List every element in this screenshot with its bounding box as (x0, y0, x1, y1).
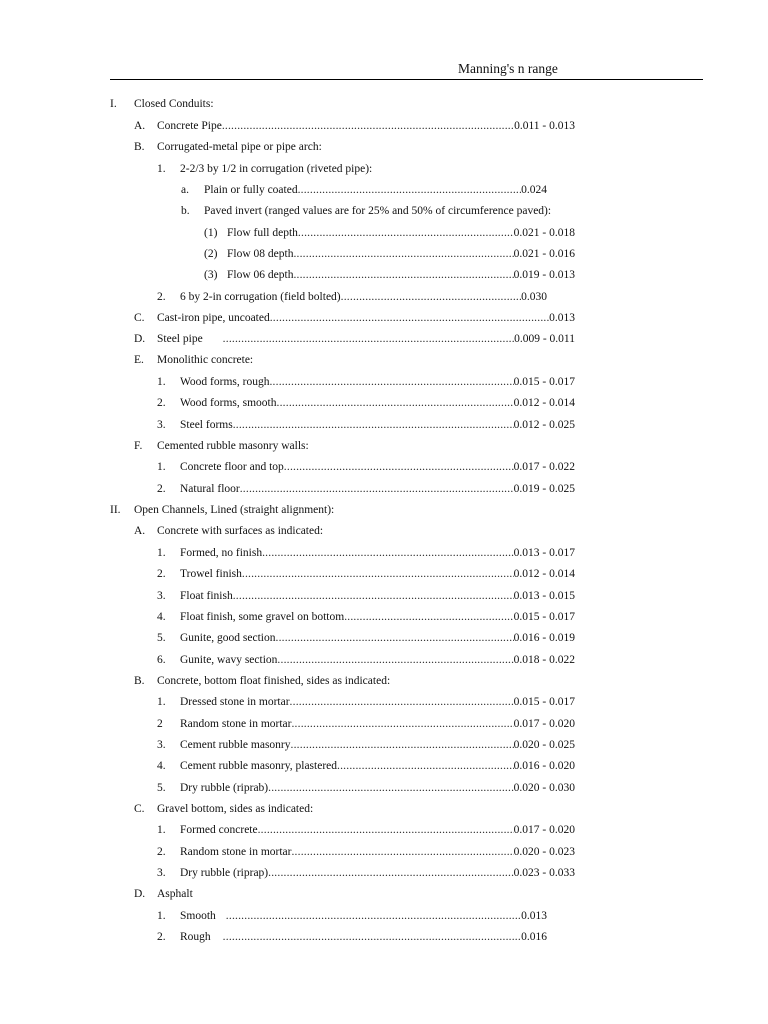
dot-leader (240, 481, 514, 497)
outline-item-label: Cement rubble masonry (180, 739, 291, 751)
outline-marker: 3. (157, 590, 166, 602)
outline-item-label: Natural floor (180, 483, 240, 495)
outline-item-label: Closed Conduits: (134, 98, 214, 110)
manning-n-value: 0.016 - 0.019 (513, 632, 575, 644)
manning-n-value: 0.015 - 0.017 (513, 376, 575, 388)
outline-item-label: Gravel bottom, sides as indicated: (157, 803, 314, 815)
outline-marker: 1. (157, 696, 166, 708)
outline-item-label: Open Channels, Lined (straight alignment): (134, 504, 335, 516)
outline-item-label: Cemented rubble masonry walls: (157, 440, 309, 452)
dot-leader (341, 289, 521, 305)
outline-row (157, 566, 575, 582)
outline-item-label: Concrete Pipe (157, 120, 222, 132)
outline-marker: (3) (204, 269, 218, 281)
dot-leader (269, 374, 513, 390)
manning-n-value: 0.012 - 0.014 (513, 568, 575, 580)
outline-marker: 5. (157, 632, 166, 644)
manning-n-value: 0.012 - 0.014 (513, 397, 575, 409)
outline-row (157, 822, 575, 838)
dot-leader (293, 246, 513, 262)
manning-n-value: 0.009 - 0.011 (514, 333, 575, 345)
outline-item-label: Gunite, good section (180, 632, 276, 644)
outline-marker: II. (110, 504, 121, 516)
manning-n-value: 0.013 (521, 910, 547, 922)
dot-leader (298, 225, 514, 241)
manning-n-value: 0.017 - 0.020 (513, 824, 575, 836)
outline-item-label: Concrete, bottom float finished, sides as indicated: (157, 675, 391, 687)
outline-row (110, 96, 760, 112)
outline-row (134, 886, 760, 902)
outline-row (134, 352, 760, 368)
outline-item-label: Gunite, wavy section (180, 654, 278, 666)
dot-leader (291, 737, 514, 753)
outline-marker: 1. (157, 547, 166, 559)
outline-row (110, 502, 760, 518)
outline-item-label: 6 by 2-in corrugation (field bolted) (180, 291, 341, 303)
outline-row (157, 459, 575, 475)
outline-marker: I. (110, 98, 117, 110)
manning-n-value: 0.018 - 0.022 (513, 654, 575, 666)
outline-marker: (2) (204, 248, 218, 260)
outline-item-label: Flow full depth (227, 227, 298, 239)
outline-row (204, 246, 575, 262)
outline-item-label: Concrete floor and top (180, 461, 284, 473)
outline-row (134, 331, 575, 347)
outline-marker: 2. (157, 568, 166, 580)
manning-n-value: 0.017 - 0.022 (513, 461, 575, 473)
outline-row (157, 694, 575, 710)
outline-item-label: Random stone in mortar (180, 846, 292, 858)
manning-n-value: 0.013 (549, 312, 575, 324)
manning-n-value: 0.013 - 0.015 (513, 590, 575, 602)
outline-marker: C. (134, 803, 145, 815)
outline-item-label: Flow 08 depth (227, 248, 294, 260)
manning-n-value: 0.020 - 0.025 (513, 739, 575, 751)
dot-leader (222, 118, 514, 134)
dot-leader (344, 609, 513, 625)
outline-marker: 4. (157, 611, 166, 623)
outline-marker: A. (134, 120, 146, 132)
dot-leader (277, 652, 513, 668)
manning-n-value: 0.013 - 0.017 (513, 547, 575, 559)
outline-row (134, 673, 760, 689)
outline-row (157, 908, 547, 924)
outline-marker: 3. (157, 419, 166, 431)
manning-n-value: 0.030 (521, 291, 547, 303)
outline-marker: D. (134, 888, 146, 900)
outline-row (181, 182, 547, 198)
outline-marker: 1. (157, 376, 166, 388)
outline-marker: 2. (157, 397, 166, 409)
outline-row (134, 139, 760, 155)
manning-n-value: 0.011 - 0.013 (514, 120, 575, 132)
outline-item-label: Wood forms, smooth (180, 397, 277, 409)
dot-leader (290, 694, 514, 710)
manning-n-value: 0.024 (521, 184, 547, 196)
manning-n-value: 0.021 - 0.016 (513, 248, 575, 260)
outline-row (157, 481, 575, 497)
outline-item-label: Formed, no finish (180, 547, 263, 559)
outline-marker: b. (181, 205, 190, 217)
outline-item-label: Rough (180, 931, 211, 943)
outline-row (157, 737, 575, 753)
outline-item-label: Steel pipe (157, 333, 203, 345)
outline-item-label: Trowel finish (180, 568, 242, 580)
outline-row (204, 225, 575, 241)
outline-row (157, 609, 575, 625)
manning-n-value: 0.016 - 0.020 (513, 760, 575, 772)
dot-leader (268, 865, 514, 881)
page-header-title: Manning's n range (458, 61, 558, 76)
outline-row (157, 289, 547, 305)
outline-row (157, 758, 575, 774)
outline-marker: B. (134, 675, 145, 687)
outline-row (157, 395, 575, 411)
outline-item-label: Steel forms (180, 419, 233, 431)
dot-leader (276, 630, 514, 646)
dot-leader (277, 395, 514, 411)
manning-n-value: 0.021 - 0.018 (513, 227, 575, 239)
outline-row (181, 203, 760, 219)
outline-item-label: Cast-iron pipe, uncoated (157, 312, 270, 324)
outline-row (157, 588, 575, 604)
dot-leader (284, 459, 514, 475)
manning-n-value: 0.020 - 0.030 (513, 782, 575, 794)
outline-item-label: Cement rubble masonry, plastered (180, 760, 338, 772)
outline-row (157, 865, 575, 881)
manning-n-value: 0.019 - 0.013 (513, 269, 575, 281)
outline-item-label: Paved invert (ranged values are for 25% and 50% of circumference paved): (204, 205, 552, 217)
outline-row (157, 374, 575, 390)
outline-marker: F. (134, 440, 143, 452)
outline-row (157, 417, 575, 433)
dot-leader (233, 417, 514, 433)
outline-marker: 2. (157, 291, 166, 303)
outline-row (157, 716, 575, 732)
outline-item-label: Formed concrete (180, 824, 258, 836)
outline-marker: 6. (157, 654, 166, 666)
dot-leader (258, 822, 514, 838)
outline-item-label: Asphalt (157, 888, 193, 900)
outline-marker: 1. (157, 163, 166, 175)
outline-row (157, 929, 547, 945)
outline-marker: 2 (157, 718, 163, 730)
outline-marker: 1. (157, 461, 166, 473)
dot-leader (226, 908, 521, 924)
manning-n-value: 0.015 - 0.017 (513, 696, 575, 708)
outline-row (134, 438, 760, 454)
dot-leader (233, 588, 514, 604)
outline-marker: B. (134, 141, 145, 153)
outline-item-label: 2-2/3 by 1/2 in corrugation (riveted pipe): (180, 163, 373, 175)
manning-n-value: 0.016 (521, 931, 547, 943)
dot-leader (291, 716, 513, 732)
outline-row (134, 523, 760, 539)
outline-marker: 2. (157, 931, 166, 943)
dot-leader (223, 929, 521, 945)
manning-n-value: 0.023 - 0.033 (513, 867, 575, 879)
outline-marker: 3. (157, 867, 166, 879)
outline-item-label: Random stone in mortar (180, 718, 292, 730)
outline-item-label: Float finish, some gravel on bottom (180, 611, 345, 623)
outline-marker: D. (134, 333, 146, 345)
dot-leader (291, 844, 513, 860)
outline-row (157, 844, 575, 860)
outline-marker: (1) (204, 227, 218, 239)
outline-row (134, 801, 760, 817)
manning-n-value: 0.015 - 0.017 (513, 611, 575, 623)
dot-leader (262, 545, 514, 561)
outline-row (157, 161, 760, 177)
dot-leader (293, 267, 513, 283)
manning-n-value: 0.019 - 0.025 (513, 483, 575, 495)
outline-item-label: Dressed stone in mortar (180, 696, 290, 708)
outline-row (157, 630, 575, 646)
manning-n-value: 0.020 - 0.023 (513, 846, 575, 858)
dot-leader (223, 331, 514, 347)
outline-row (134, 118, 575, 134)
outline-marker: 5. (157, 782, 166, 794)
outline-item-label: Plain or fully coated (204, 184, 298, 196)
outline-item-label: Flow 06 depth (227, 269, 294, 281)
outline-marker: 1. (157, 910, 166, 922)
manning-n-value: 0.012 - 0.025 (513, 419, 575, 431)
outline-item-label: Monolithic concrete: (157, 354, 254, 366)
outline-marker: 2. (157, 846, 166, 858)
outline-row (157, 652, 575, 668)
outline-row (204, 267, 575, 283)
outline-marker: a. (181, 184, 189, 196)
outline-item-label: Wood forms, rough (180, 376, 270, 388)
outline-item-label: Float finish (180, 590, 233, 602)
outline-marker: E. (134, 354, 144, 366)
outline-marker: C. (134, 312, 145, 324)
dot-leader (242, 566, 514, 582)
outline-marker: 1. (157, 824, 166, 836)
outline-item-label: Dry rubble (riprap) (180, 867, 269, 879)
manning-n-value: 0.017 - 0.020 (513, 718, 575, 730)
dot-leader (270, 310, 549, 326)
outline-item-label: Corrugated-metal pipe or pipe arch: (157, 141, 322, 153)
outline-marker: A. (134, 525, 146, 537)
dot-leader (337, 758, 514, 774)
outline-row (157, 780, 575, 796)
outline-marker: 4. (157, 760, 166, 772)
dot-leader (298, 182, 522, 198)
outline-item-label: Dry rubble (riprab) (180, 782, 269, 794)
outline-item-label: Smooth (180, 910, 216, 922)
outline-row (157, 545, 575, 561)
outline-row (134, 310, 575, 326)
outline-marker: 2. (157, 483, 166, 495)
outline-marker: 3. (157, 739, 166, 751)
header-rule (110, 79, 703, 80)
outline-item-label: Concrete with surfaces as indicated: (157, 525, 324, 537)
dot-leader (268, 780, 514, 796)
